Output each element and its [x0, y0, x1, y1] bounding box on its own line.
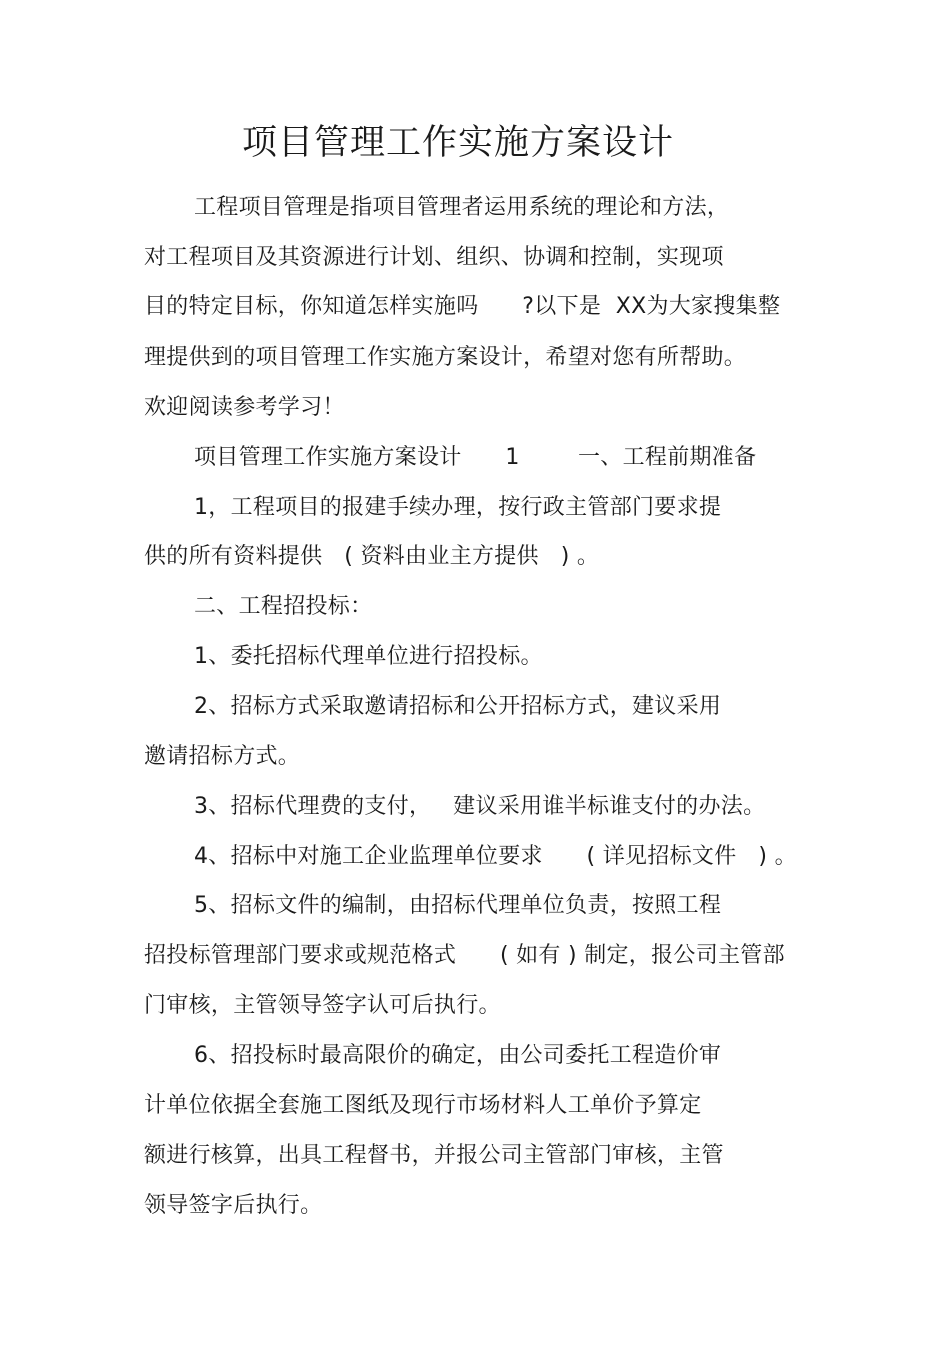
- paragraph-line: 1，工程项目的报建手续办理，按行政主管部门要求提: [194, 495, 722, 520]
- paragraph-line: 供的所有资料提供 ( 资料由业主方提供 ) 。: [144, 544, 600, 569]
- list-item: 5、招标文件的编制，由招标代理单位负责，按照工程: [194, 893, 722, 918]
- list-item: 3、招标代理费的支付， 建议采用谁半标谁支付的办法。: [194, 794, 766, 819]
- list-item: 1、委托招标代理单位进行招投标。: [194, 644, 543, 669]
- paragraph-line: 招投标管理部门要求或规范格式 ( 如有 ) 制定，报公司主管部: [144, 943, 785, 968]
- paragraph-line: 领导签字后执行。: [144, 1193, 323, 1218]
- list-item: 2、招标方式采取邀请招标和公开招标方式，建议采用: [194, 694, 722, 719]
- paragraph-line: 额进行核算，出具工程督书，并报公司主管部门审核，主管: [144, 1143, 724, 1168]
- list-item: 6、招投标时最高限价的确定，由公司委托工程造价审: [194, 1043, 722, 1068]
- section-heading: 项目管理工作实施方案设计 1 一、工程前期准备: [194, 445, 757, 470]
- paragraph-line: 理提供到的项目管理工作实施方案设计，希望对您有所帮助。: [144, 345, 747, 370]
- list-item: 4、招标中对施工企业监理单位要求 ( 详见招标文件 ) 。: [194, 844, 797, 869]
- paragraph-line: 目的特定目标，你知道怎样实施吗 ?以下是 XX为大家搜集整: [144, 294, 781, 319]
- paragraph-line: 欢迎阅读参考学习！: [144, 395, 345, 420]
- section-heading: 二、工程招投标：: [194, 594, 373, 619]
- paragraph-line: 工程项目管理是指项目管理者运用系统的理论和方法，: [194, 195, 730, 220]
- paragraph-line: 对工程项目及其资源进行计划、组织、协调和控制，实现项: [144, 245, 724, 270]
- paragraph-line: 门审核，主管领导签字认可后执行。: [144, 993, 501, 1018]
- document-title: 项目管理工作实施方案设计: [241, 123, 674, 163]
- paragraph-line: 邀请招标方式。: [144, 744, 301, 769]
- paragraph-line: 计单位依据全套施工图纸及现行市场材料人工单价予算定: [144, 1093, 702, 1118]
